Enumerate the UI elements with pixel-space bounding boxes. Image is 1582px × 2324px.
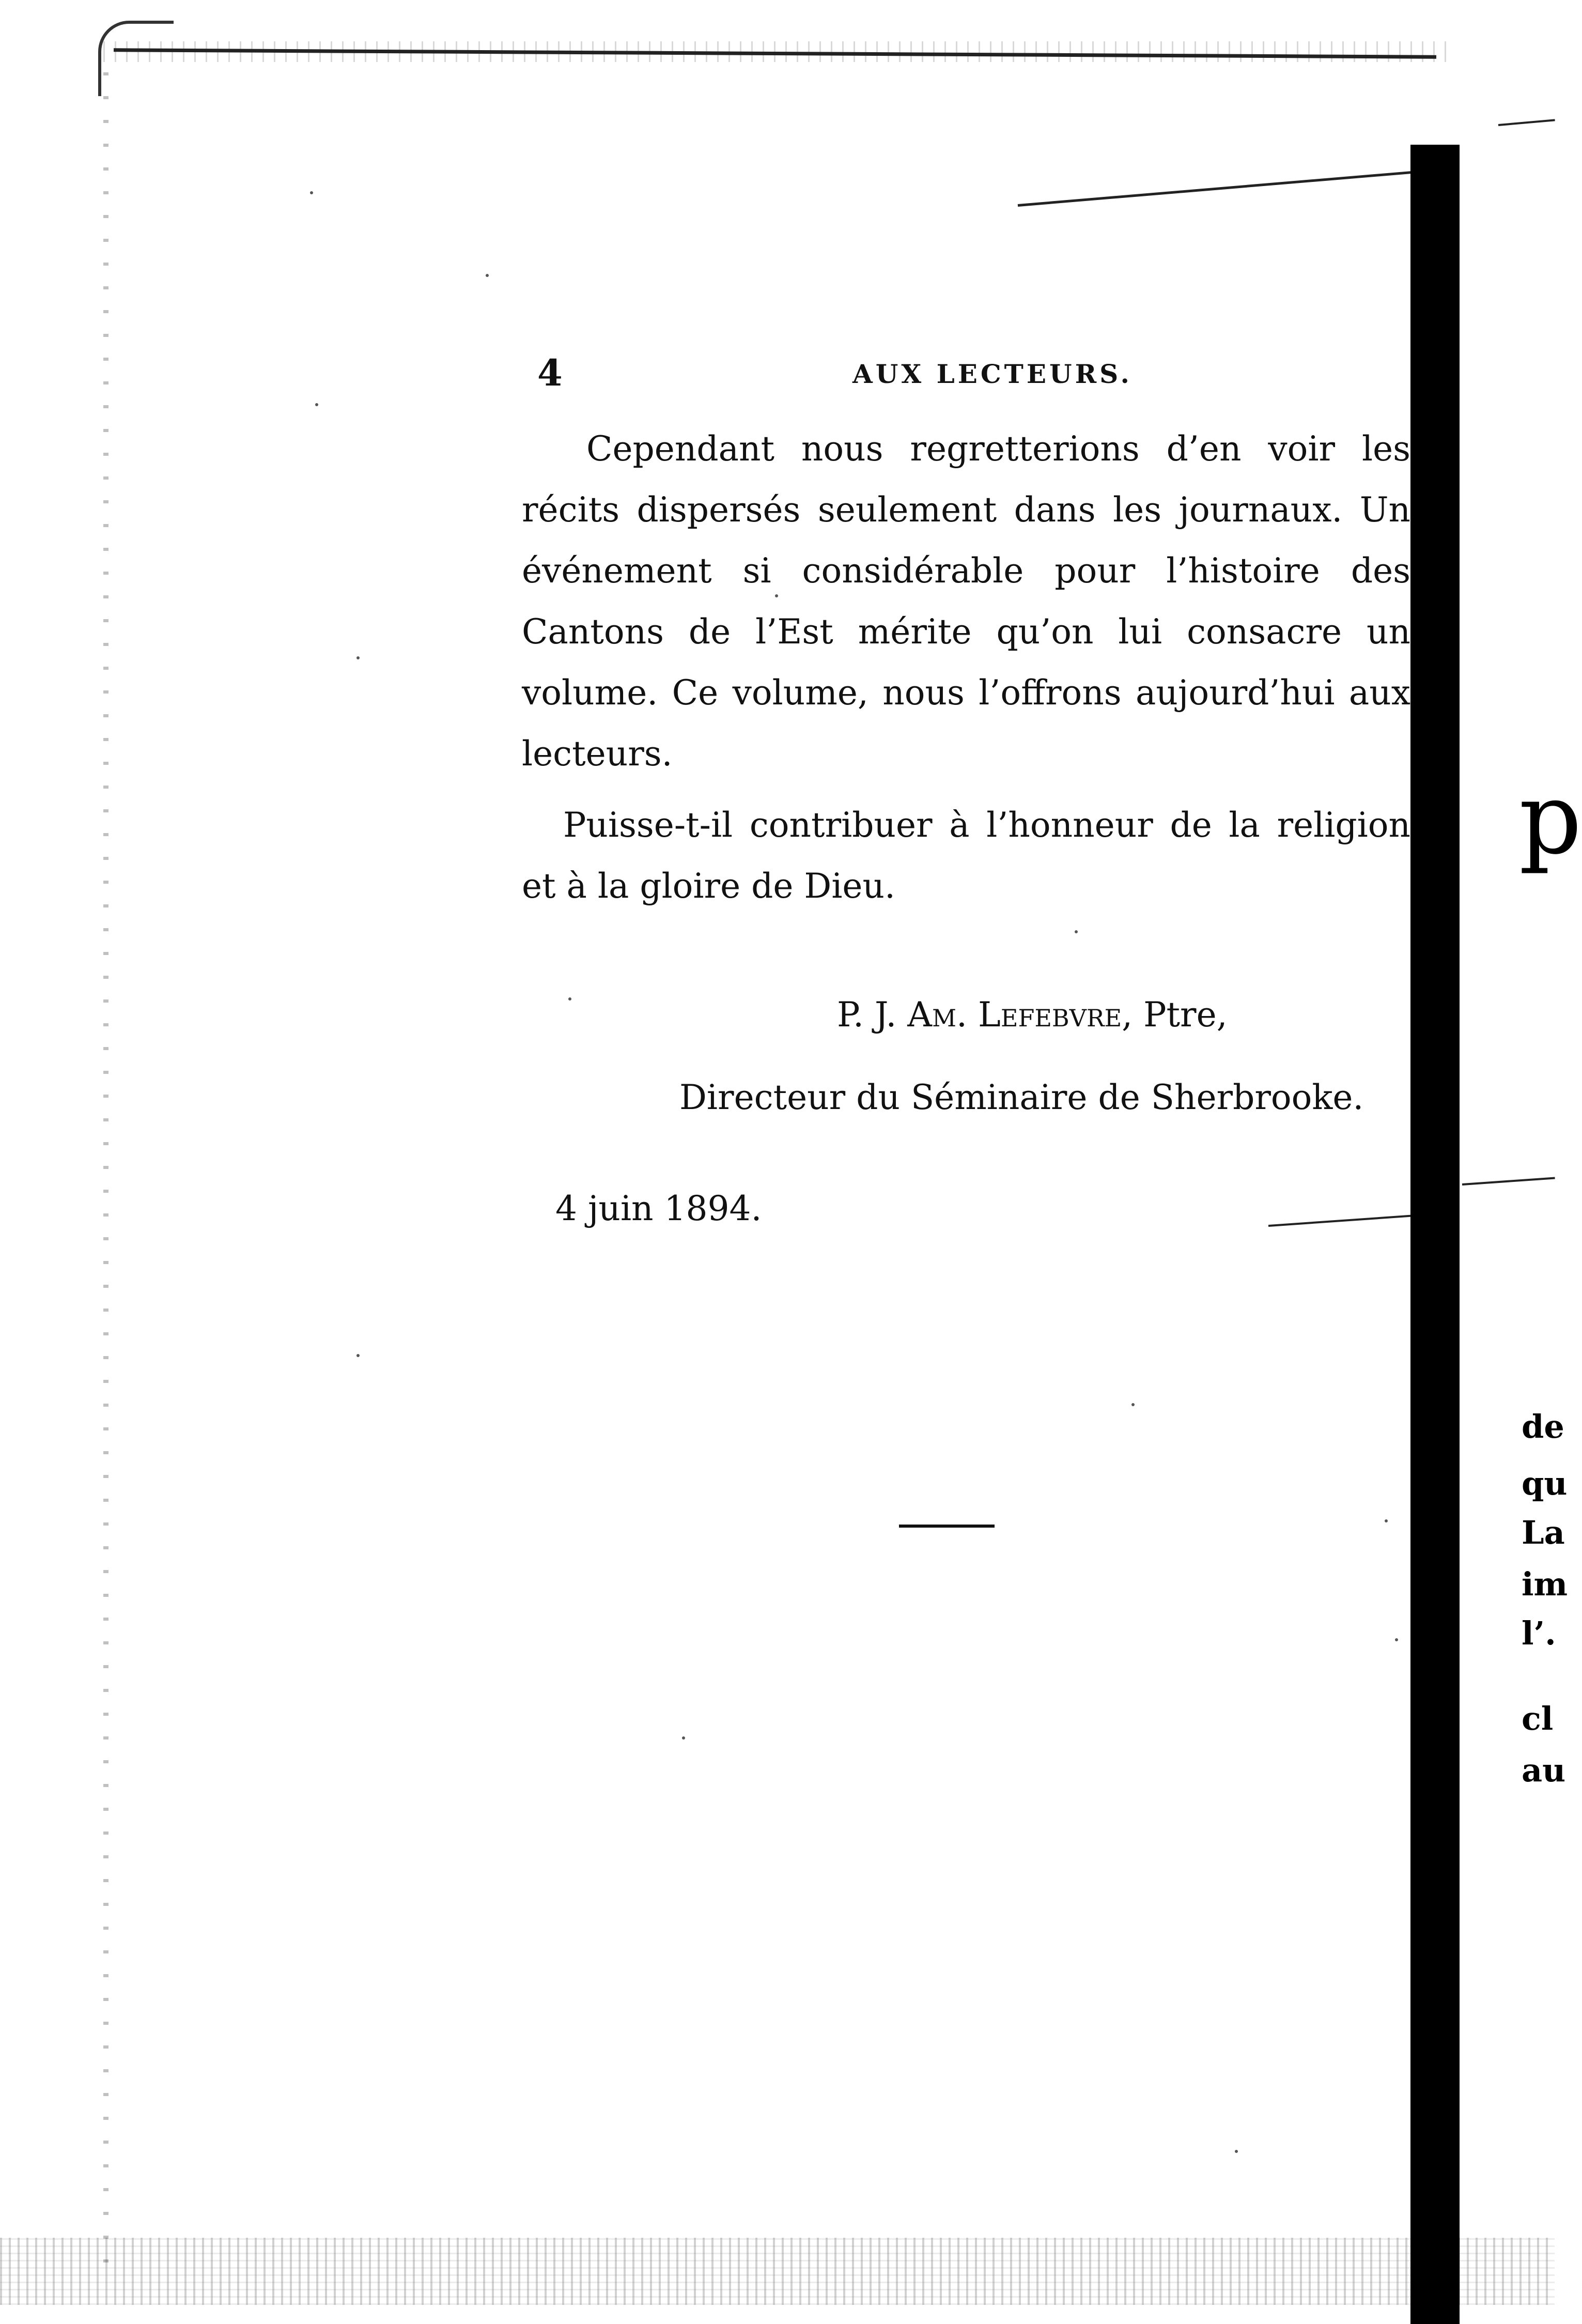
binding-shadow xyxy=(1410,145,1460,2324)
signature-title: Directeur du Séminaire de Sherbrooke. xyxy=(679,1078,1364,1117)
date: 4 juin 1894. xyxy=(555,1189,762,1228)
adjacent-page-fragment: au xyxy=(1522,1751,1566,1789)
body-text xyxy=(522,419,1410,917)
paragraph: Puisse-t-il contribuer à l’honneur de la religion et à la gloire de Dieu. xyxy=(522,805,1410,906)
adjacent-page-fragment: de xyxy=(1522,1408,1564,1445)
running-head: AUX LECTEURS. xyxy=(852,359,1133,389)
signature-surname: Lefebvre xyxy=(978,995,1122,1035)
paragraph: Cependant nous regretterions d’en voir les récits dispersés seulement dans les journaux. Un événement si considérable pour l’histoire des Cantons de l’Est mérite qu’on lui consacre un volume. Ce volume, nous l’offrons aujourd’hui aux lecteurs. xyxy=(522,429,1410,774)
scan-noise-left-edge xyxy=(103,72,108,2269)
scan-noise-bottom xyxy=(0,2238,1555,2305)
adjacent-page-fragment: qu xyxy=(1522,1465,1568,1502)
scan-stroke xyxy=(1268,1213,1433,1227)
adjacent-page-fragment: l’. xyxy=(1522,1614,1556,1652)
scan-speck xyxy=(1131,1403,1135,1406)
scan-stroke xyxy=(1018,167,1455,207)
scan-speck xyxy=(1235,2150,1238,2153)
adjacent-page-fragment: cl xyxy=(1522,1700,1554,1737)
signature-suffix: , Ptre, xyxy=(1122,995,1228,1035)
scan-speck xyxy=(486,274,489,277)
page-corner xyxy=(98,21,174,96)
page-number: 4 xyxy=(537,351,563,394)
scan-speck xyxy=(310,191,313,194)
adjacent-page-fragment: La xyxy=(1522,1514,1565,1551)
page-header xyxy=(537,351,1405,393)
adjacent-page-fragment: im xyxy=(1522,1565,1568,1603)
signature-name xyxy=(837,995,1228,1035)
signature-initials: P. J. A xyxy=(837,995,932,1035)
signature-initials-small: m. xyxy=(932,995,968,1035)
adjacent-page-edge xyxy=(1460,0,1582,2324)
scan-speck xyxy=(356,656,360,659)
scan-speck xyxy=(1385,1519,1388,1522)
scan-speck xyxy=(315,403,318,406)
scan-speck xyxy=(1395,1638,1398,1641)
adjacent-page-fragment: p xyxy=(1519,762,1582,876)
scan-speck xyxy=(356,1354,360,1357)
scan-speck xyxy=(1075,930,1078,933)
scan-speck xyxy=(568,997,571,1001)
scan-speck xyxy=(682,1736,685,1740)
section-rule xyxy=(899,1525,995,1528)
